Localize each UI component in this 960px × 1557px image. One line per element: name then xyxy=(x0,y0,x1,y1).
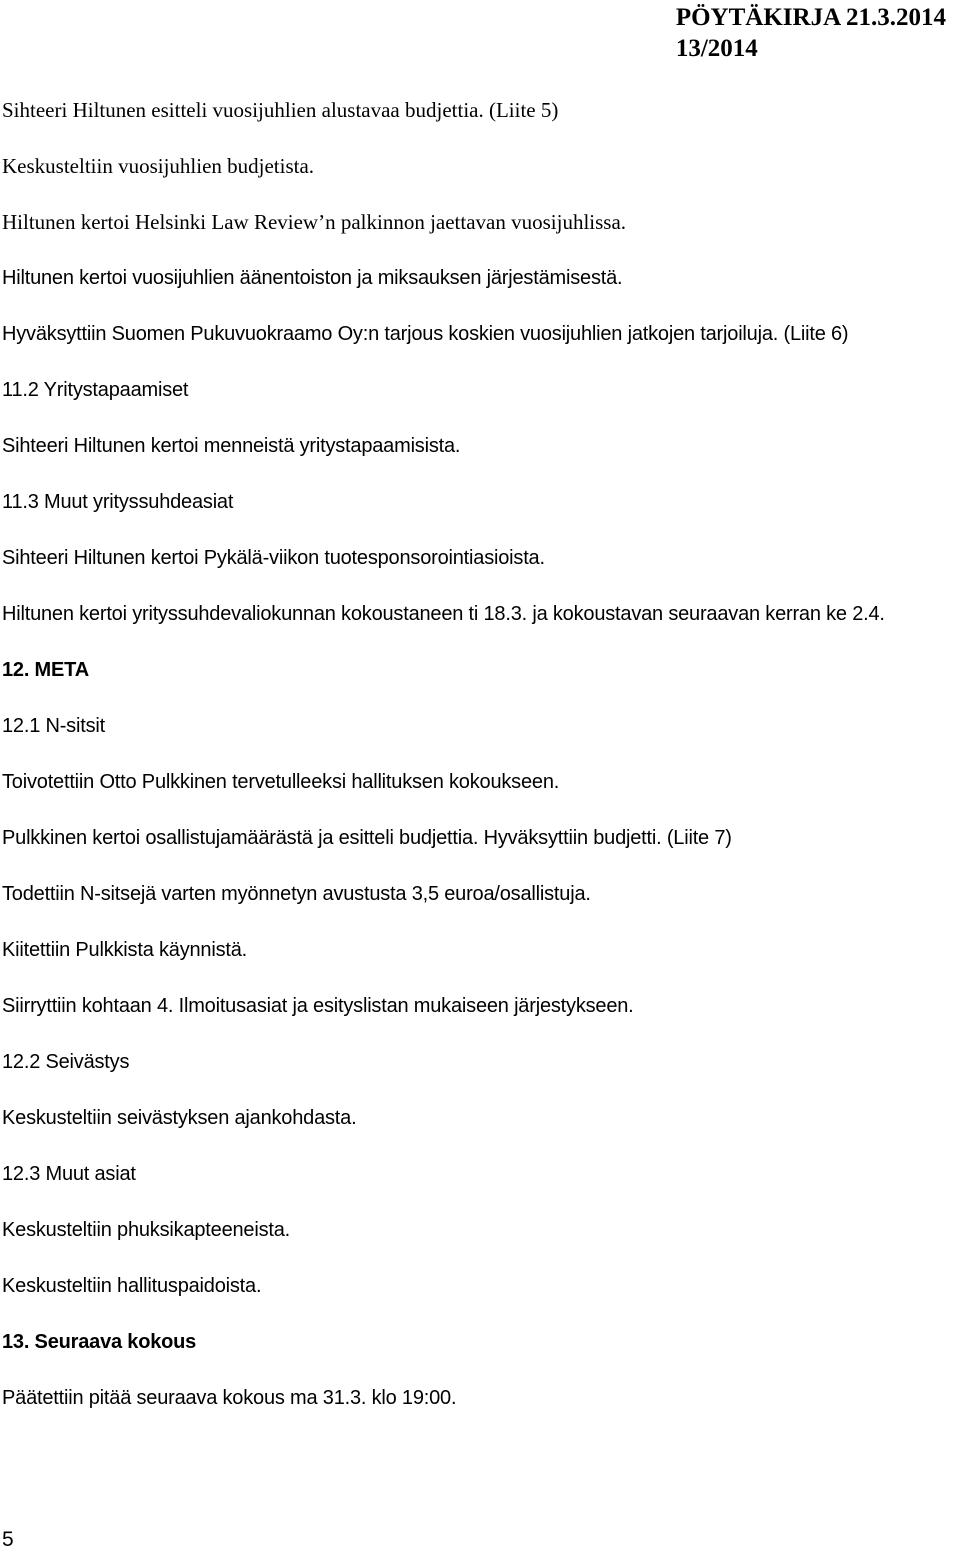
paragraph-committee-meetings: Hiltunen kertoi yrityssuhdevaliokunnan kokoustaneen ti 18.3. ja kokoustavan seuraavan kerran ke 2.4. xyxy=(2,603,885,625)
document-title: PÖYTÄKIRJA 21.3.2014 xyxy=(675,4,946,31)
paragraph-subsidy: Todettiin N-sitsejä varten myönnetyn avustusta 3,5 euroa/osallistuja. xyxy=(2,883,591,905)
section-heading-12-1: 12.1 N-sitsit xyxy=(2,715,105,737)
section-heading-11-3: 11.3 Muut yrityssuhdeasiat xyxy=(2,491,234,513)
paragraph-next-meeting: Päätettiin pitää seuraava kokous ma 31.3. klo 19:00. xyxy=(2,1387,457,1409)
paragraph-welcome: Toivotettiin Otto Pulkkinen tervetulleeksi hallituksen kokoukseen. xyxy=(2,771,560,793)
paragraph-budget-discussion: Keskusteltiin vuosijuhlien budjetista. xyxy=(2,154,315,178)
section-heading-12-3: 12.3 Muut asiat xyxy=(2,1163,136,1185)
paragraph-phuksi-captains: Keskusteltiin phuksikapteeneista. xyxy=(2,1219,291,1241)
paragraph-product-sponsorship: Sihteeri Hiltunen kertoi Pykälä-viikon tuotesponsorointiasioista. xyxy=(2,547,545,569)
paragraph-law-review-award: Hiltunen kertoi Helsinki Law Review’n palkinnon jaettavan vuosijuhlissa. xyxy=(2,210,627,234)
paragraph-board-shirts: Keskusteltiin hallituspaidoista. xyxy=(2,1275,262,1297)
section-heading-11-2: 11.2 Yritystapaamiset xyxy=(2,379,189,401)
document-body xyxy=(2,97,956,1441)
paragraph-budget-intro: Sihteeri Hiltunen esitteli vuosijuhlien alustavaa budjettia. (Liite 5) xyxy=(2,98,559,122)
paragraph-agenda-return: Siirryttiin kohtaan 4. Ilmoitusasiat ja esityslistan mukaiseen järjestykseen. xyxy=(2,995,634,1017)
document-header xyxy=(676,2,946,64)
paragraph-sound-mixing: Hiltunen kertoi vuosijuhlien äänentoiston ja miksauksen järjestämisestä. xyxy=(2,267,623,289)
paragraph-participants-budget: Pulkkinen kertoi osallistujamäärästä ja esitteli budjettia. Hyväksyttiin budjetti. (Liite 7) xyxy=(2,827,732,849)
paragraph-thanks: Kiitettiin Pulkkista käynnistä. xyxy=(2,939,248,961)
paragraph-seivastys-date: Keskusteltiin seivästyksen ajankohdasta. xyxy=(2,1107,357,1129)
section-heading-13: 13. Seuraava kokous xyxy=(2,1331,197,1353)
section-heading-12-2: 12.2 Seivästys xyxy=(2,1051,130,1073)
paragraph-company-meetings: Sihteeri Hiltunen kertoi menneistä yritystapaamisista. xyxy=(2,435,461,457)
paragraph-catering-offer: Hyväksyttiin Suomen Pukuvuokraamo Oy:n tarjous koskien vuosijuhlien jatkojen tarjoiluja. (Liite 6) xyxy=(2,323,849,345)
page-number: 5 xyxy=(2,1528,14,1551)
document-number: 13/2014 xyxy=(675,35,758,62)
section-heading-12: 12. META xyxy=(2,659,89,681)
